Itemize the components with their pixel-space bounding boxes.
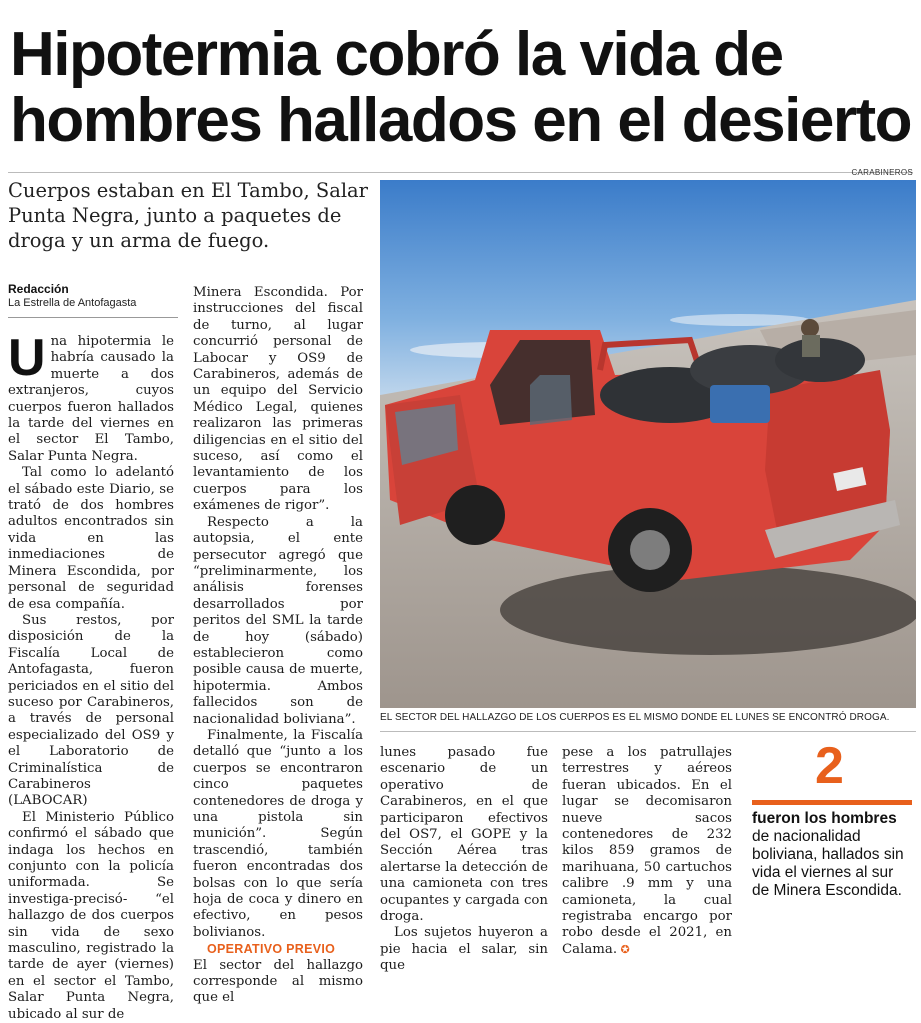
truck-photo-illustration	[380, 180, 916, 708]
article-paragraph	[562, 745, 732, 958]
article-paragraph: Minera Escondida. Por instrucciones del fiscal de turno, al lugar concurrió personal de Labocar y OS9 de Carabineros, además de un equipo del Servicio Médico Legal, quienes realizaron las primeras diligencias en el sitio del suceso, así como el levantamiento de los cuerpos para los exámenes de rigor”.	[193, 285, 363, 514]
article-column-2	[193, 285, 363, 1007]
stat-text: de nacionalidad boliviana, hallados sin vida el viernes al sur de Minera Escondida.	[752, 828, 904, 899]
article-paragraph: Respecto a la autopsia, el ente persecutor agregó que “preliminarmente, los análisis forenses desarrollados por peritos del SML la tarde de hoy (sábado) establecieron como posible causa de muerte, hipotermia. Ambos fallecidos son de nacionalidad boliviana”.	[193, 514, 363, 727]
section-subhead: OPERATIVO PREVIO	[207, 942, 336, 957]
stat-bold-text: fueron los hombres	[752, 810, 897, 827]
article-paragraph: El sector del hallazgo corresponde al mismo que el	[193, 957, 363, 1006]
article-paragraph: Tal como lo adelantó el sábado este Diario, se trató de dos hombres adultos encontrados sin vida en las inmediaciones de Minera Escondida, por personal de seguridad de esa compañía.	[8, 465, 174, 612]
article-paragraph: Finalmente, la Fiscalía detalló que “junto a los cuerpos se encontraron cinco paquetes contenedores de droga y una pistola sin munición”. Según trascendió, también fueron encontradas dos bolsas con lo que sería hoja de coca y dinero en efectivo, en pesos bolivianos.	[193, 727, 363, 940]
drop-cap: U	[8, 329, 46, 387]
article-paragraph	[8, 329, 174, 465]
stat-description	[752, 810, 914, 900]
byline-publication: La Estrella de Antofagasta	[8, 297, 137, 309]
paragraph-text: pese a los patrullajes terrestres y aéreos fueran ubicados. En el lugar se decomisaron nueve sacos contenedores de 232 kilos 859 gramos de marihuana, 50 cartuchos calibre .9 mm y una camioneta, la cual registraba encargo por robo desde el 2021, en Calama.	[562, 745, 732, 957]
headline-divider	[8, 172, 913, 173]
byline-divider	[8, 317, 178, 318]
article-column-3	[380, 745, 548, 975]
caption-divider	[380, 731, 916, 732]
article-column-4	[562, 745, 732, 958]
deck-subtitle: Cuerpos estaban en El Tambo, Salar Punta Negra, junto a paquetes de droga y un arma de fuego.	[8, 179, 369, 252]
headline: Hipotermia cobró la vida de hombres hallados en el desierto	[10, 20, 911, 155]
article-paragraph: El Ministerio Público confirmó el sábado que indaga los hechos en conjunto con la policía uniformada. Se investiga-precisó- “el hallazgo de dos cuerpos sin vida de sexo masculino, registrado la tarde de ayer (viernes) en el sector el Tambo, Salar Punta Negra, ubicado al sur de	[8, 809, 174, 1022]
stat-divider	[752, 800, 912, 805]
article-column-1	[8, 329, 174, 1023]
photo-credit: CARABINEROS	[851, 168, 913, 177]
byline-name: Redacción	[8, 282, 69, 296]
article-paragraph: lunes pasado fue escenario de un operativo de Carabineros, en el que participaron efectivos del OS7, el GOPE y la Sección Aérea tras alertarse la detección de una camioneta con tres ocupantes y cargada con droga.	[380, 745, 548, 925]
article-paragraph: Los sujetos huyeron a pie hacia el salar, sin que	[380, 925, 548, 974]
news-photo	[380, 180, 916, 708]
byline	[8, 282, 178, 309]
photo-caption: EL SECTOR DEL HALLAZGO DE LOS CUERPOS ES EL MISMO DONDE EL LUNES SE ENCONTRÓ DROGA.	[380, 712, 890, 723]
end-mark-icon: ✪	[617, 942, 630, 956]
article-paragraph: Sus restos, por disposición de la Fiscalía Local de Antofagasta, fueron periciados en el sitio del suceso por Carabineros, a través de personal especializado del OS9 y el Laboratorio de Criminalística de Carabineros (LABOCAR)	[8, 612, 174, 809]
stat-number: 2	[815, 737, 844, 795]
paragraph-text: na hipotermia le habría causado la muerte a dos extranjeros, cuyos cuerpos fueron hallados la tarde del viernes en el sector El Tambo, Salar Punta Negra.	[8, 334, 174, 464]
